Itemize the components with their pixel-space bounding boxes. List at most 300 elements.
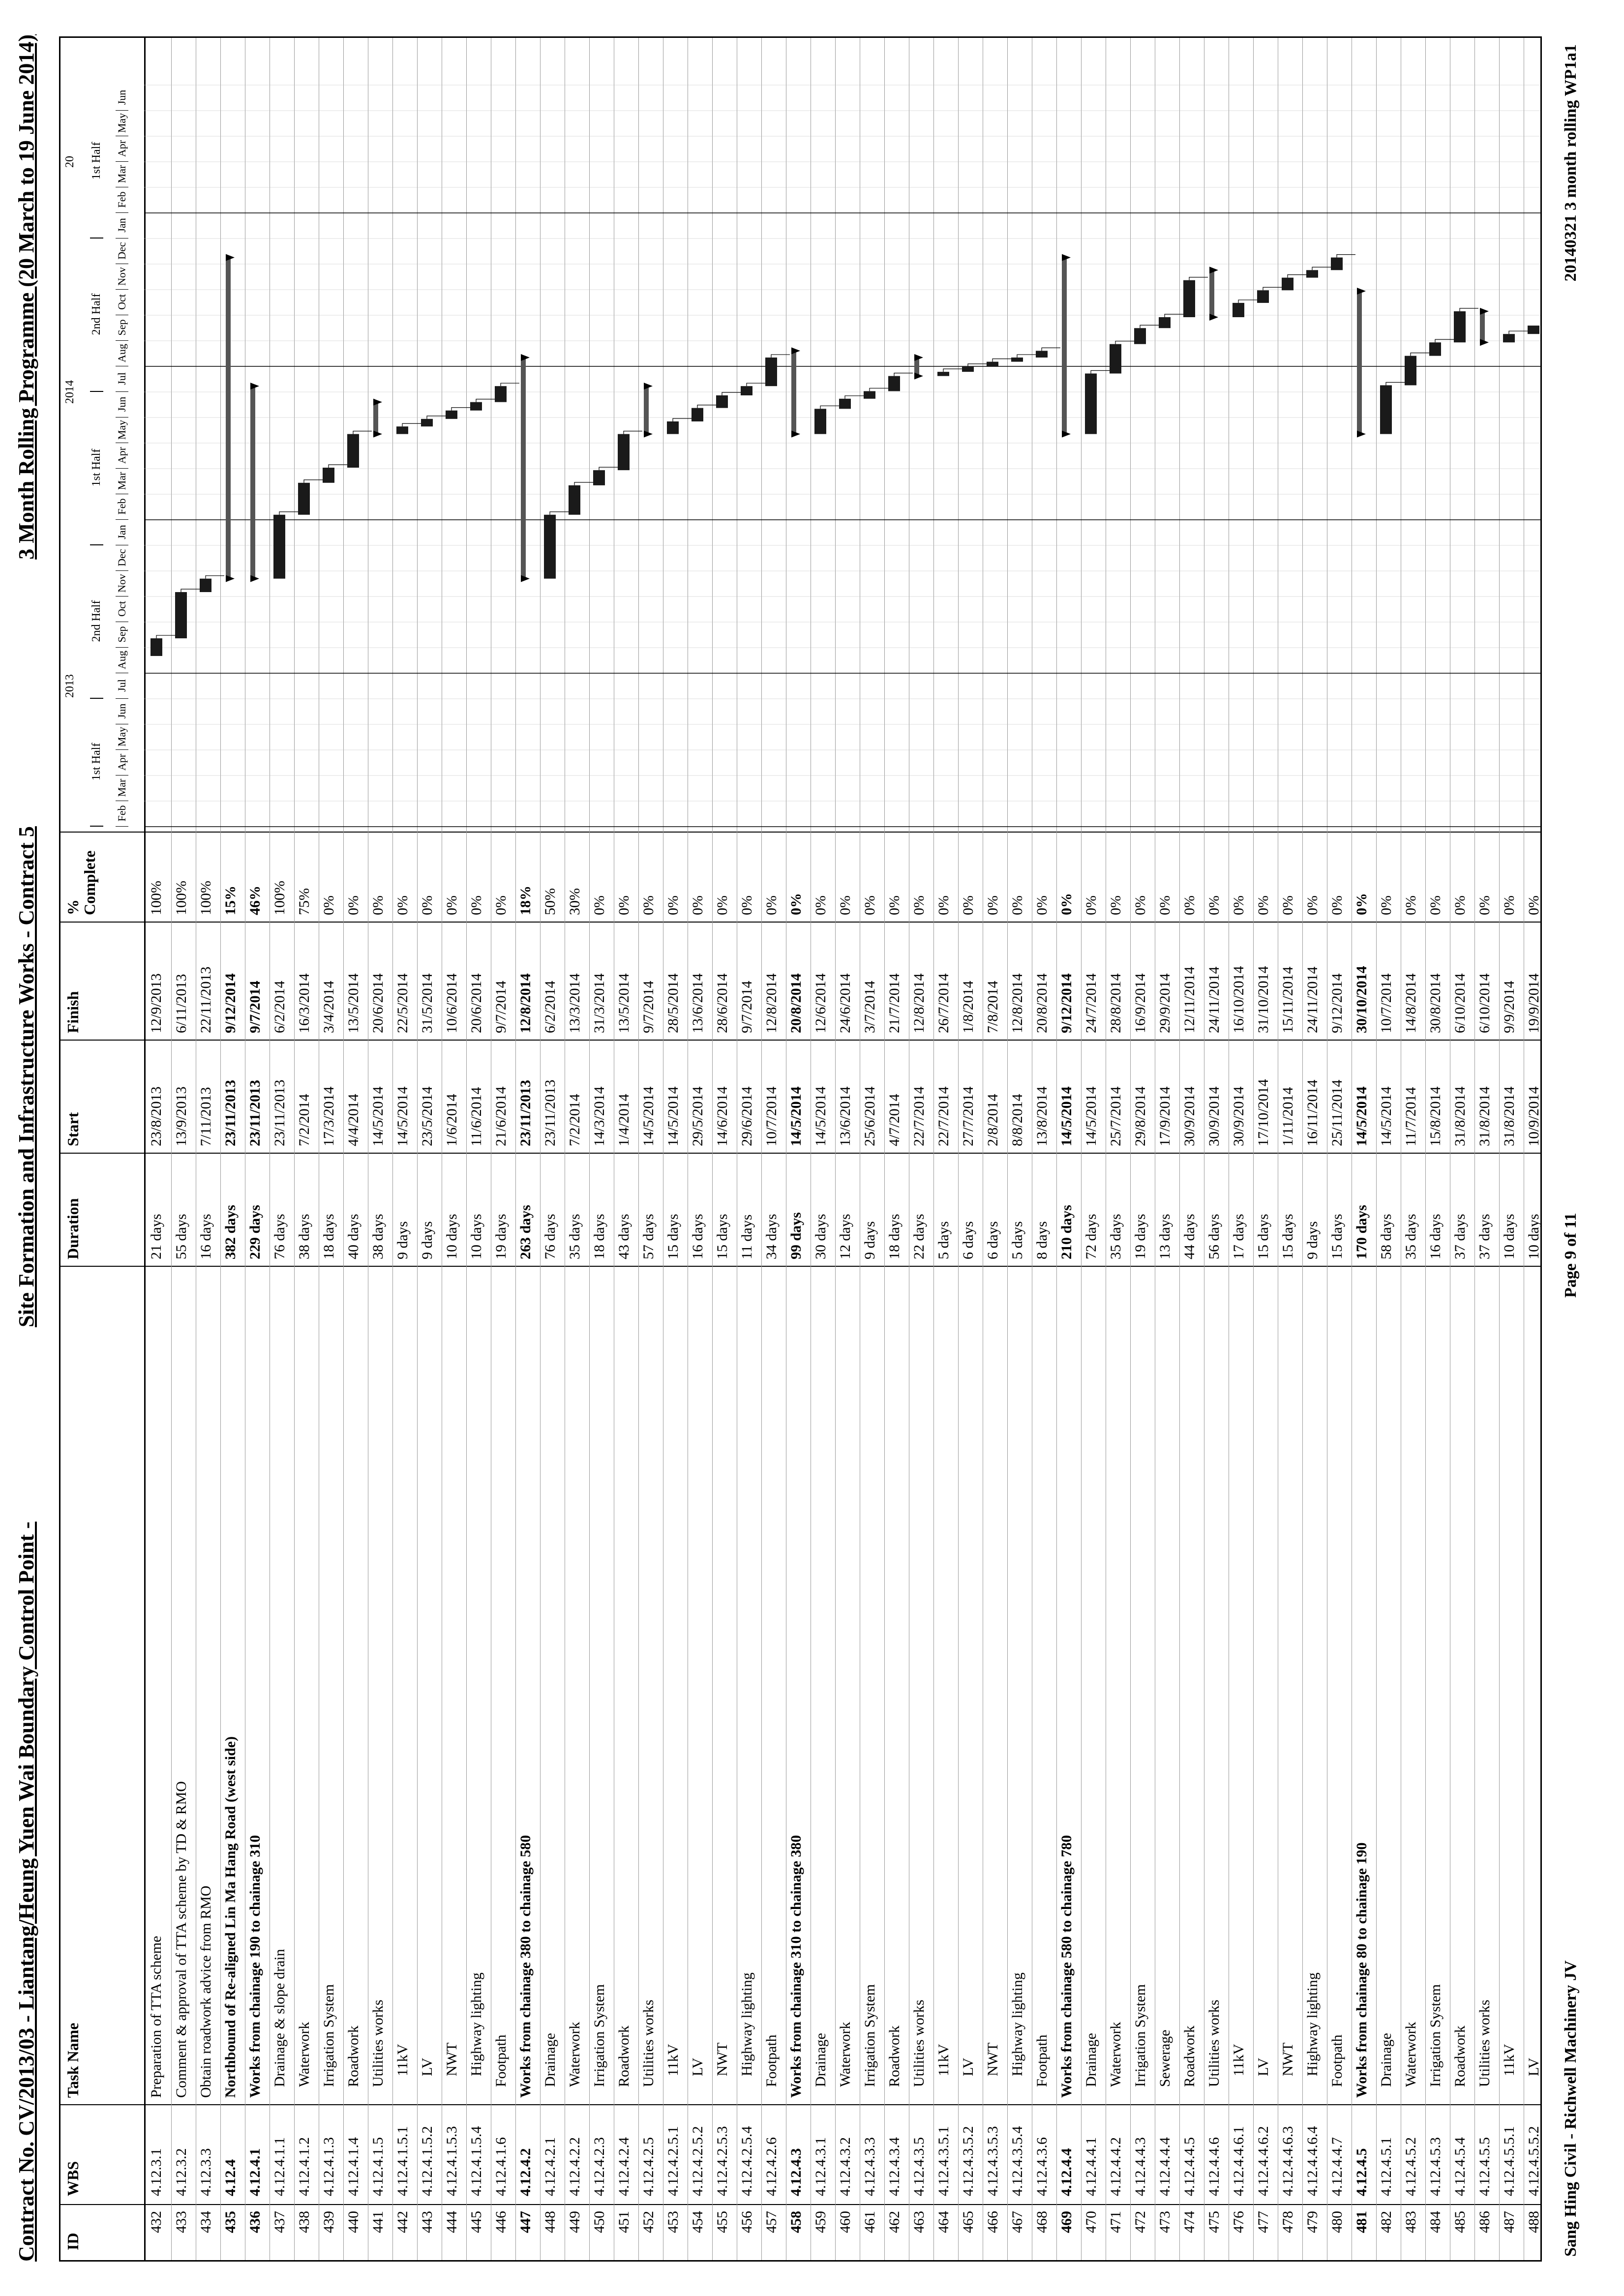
timescale-month: Jan [116, 212, 128, 239]
col-duration: Duration [64, 1198, 82, 1259]
gantt-link [1263, 287, 1282, 290]
row-id: 487 [1501, 2211, 1517, 2233]
row-complete: 0% [1181, 895, 1198, 915]
row-task: Northbound of Re-aligned Lin Ma Hang Road (west side) [222, 1736, 239, 2098]
row-duration: 55 days [173, 1214, 189, 1259]
row-id: 457 [763, 2211, 780, 2233]
gantt-task-bar [1110, 344, 1121, 374]
row-finish: 12/11/2014 [1181, 966, 1198, 1033]
row-wbs: 4.12.4.2.5.4 [739, 2126, 755, 2196]
col-start: Start [64, 1112, 82, 1146]
row-id: 451 [616, 2211, 632, 2233]
row-start: 21/6/2014 [493, 1086, 509, 1146]
row-complete: 46% [247, 886, 263, 915]
row-start: 7/2/2014 [567, 1094, 583, 1146]
timescale-month: Apr [116, 443, 128, 469]
row-id: 483 [1403, 2211, 1419, 2233]
gantt-link [820, 406, 839, 409]
row-start: 11/6/2014 [468, 1087, 484, 1146]
row-id: 454 [690, 2211, 706, 2233]
row-complete: 0% [1427, 895, 1444, 915]
row-id: 473 [1157, 2211, 1173, 2233]
row-finish: 24/6/2014 [837, 973, 853, 1033]
row-start: 29/8/2014 [1132, 1086, 1148, 1146]
programme-title: 3 Month Rolling Programme (20 March to 19 June 2014) [14, 34, 38, 560]
row-duration: 37 days [1476, 1214, 1493, 1259]
row-complete: 0% [812, 895, 829, 915]
row-start: 14/5/2014 [394, 1086, 411, 1146]
row-complete: 0% [739, 895, 755, 915]
row-duration: 263 days [517, 1205, 534, 1259]
row-complete: 75% [296, 888, 312, 915]
row-finish: 6/2/2014 [542, 981, 558, 1033]
gantt-task-bar [200, 579, 211, 592]
row-start: 25/7/2014 [1108, 1086, 1124, 1146]
row-duration: 5 days [1009, 1221, 1025, 1259]
row-duration: 9 days [1304, 1221, 1321, 1259]
row-id: 474 [1181, 2211, 1198, 2233]
row-task: Roadwork [616, 2026, 632, 2087]
row-complete: 0% [1132, 895, 1148, 915]
row-task: Roadwork [1452, 2026, 1468, 2087]
row-finish: 13/6/2014 [690, 973, 706, 1033]
row-complete: 0% [1083, 895, 1099, 915]
row-task: Highway lighting [1009, 1972, 1025, 2076]
row-task: Works from chainage 580 to chainage 780 [1058, 1835, 1075, 2098]
gantt-link [304, 480, 323, 483]
gantt-link [550, 512, 569, 515]
row-complete: 0% [862, 895, 878, 915]
row-id: 452 [640, 2211, 657, 2233]
col-wbs: WBS [64, 2161, 82, 2196]
row-finish: 6/10/2014 [1476, 973, 1493, 1033]
row-complete: 0% [1353, 893, 1370, 915]
row-task: Waterwork [567, 2022, 583, 2087]
row-complete: 0% [886, 895, 902, 915]
row-wbs: 4.12.4.4.6.2 [1255, 2126, 1271, 2196]
row-finish: 12/8/2014 [911, 973, 927, 1033]
row-wbs: 4.12.4.3.5.2 [960, 2126, 976, 2196]
gantt-summary-bar [791, 351, 796, 434]
row-wbs: 4.12.4.5 [1353, 2148, 1370, 2196]
gantt-link [1460, 308, 1478, 311]
gantt-summary-bar [644, 386, 649, 434]
timescale-month: May [116, 110, 128, 136]
row-task: Roadwork [345, 2026, 361, 2087]
row-start: 14/5/2014 [1058, 1086, 1075, 1146]
timescale-month: Aug [116, 647, 128, 673]
gantt-link [1140, 325, 1159, 328]
row-duration: 13 days [1157, 1214, 1173, 1259]
row-duration: 10 days [468, 1214, 484, 1259]
row-id: 441 [370, 2211, 386, 2233]
row-wbs: 4.12.4.1 [247, 2148, 263, 2196]
row-task: Works from chainage 380 to chainage 580 [517, 1835, 534, 2098]
row-start: 2/8/2014 [985, 1094, 1001, 1146]
row-duration: 16 days [690, 1214, 706, 1259]
row-complete: 0% [1058, 893, 1075, 915]
gantt-summary-bar [521, 358, 526, 579]
row-duration: 22 days [911, 1214, 927, 1259]
row-duration: 9 days [862, 1221, 878, 1259]
row-task: 11kV [935, 2044, 952, 2076]
row-wbs: 4.12.4.5.5.1 [1501, 2126, 1517, 2196]
row-wbs: 4.12.4.3.5.4 [1009, 2126, 1025, 2196]
col-complete-line1: % [64, 899, 82, 915]
col-finish: Finish [64, 991, 82, 1033]
gantt-link [747, 383, 765, 386]
row-finish: 24/11/2014 [1304, 966, 1321, 1033]
row-task: Drainage [1083, 2033, 1099, 2087]
row-task: Footpath [493, 2034, 509, 2087]
row-start: 17/10/2014 [1255, 1079, 1271, 1146]
row-wbs: 4.12.4 [222, 2159, 239, 2196]
row-id: 434 [198, 2211, 214, 2233]
row-finish: 20/6/2014 [370, 973, 386, 1033]
gantt-link [329, 465, 347, 468]
gantt-link [1312, 267, 1331, 270]
row-wbs: 4.12.4.3.3 [862, 2137, 878, 2196]
footer-company: Sang Hing Civil - Richwell Machinery JV [1562, 1960, 1580, 2257]
gantt-link [697, 405, 716, 408]
gantt-task-bar [814, 409, 826, 434]
row-id: 433 [173, 2211, 189, 2233]
row-id: 459 [812, 2211, 829, 2233]
row-complete: 0% [960, 895, 976, 915]
row-finish: 16/9/2014 [1132, 973, 1148, 1033]
row-wbs: 4.12.4.2.4 [616, 2137, 632, 2196]
row-duration: 11 days [739, 1214, 755, 1259]
gantt-link [870, 388, 888, 391]
row-complete: 0% [665, 895, 681, 915]
gantt-link [1509, 331, 1528, 334]
row-start: 4/4/2014 [345, 1094, 361, 1146]
row-start: 23/5/2014 [419, 1086, 435, 1146]
row-id: 442 [394, 2211, 411, 2233]
row-finish: 20/8/2014 [788, 973, 804, 1033]
gantt-task-bar [446, 411, 457, 419]
row-duration: 16 days [198, 1214, 214, 1259]
gantt-task-bar [544, 515, 556, 579]
row-start: 14/5/2014 [788, 1086, 804, 1146]
row-wbs: 4.12.4.4.6.4 [1304, 2126, 1321, 2196]
timescale-month: Feb [116, 494, 128, 520]
row-complete: 18% [517, 886, 534, 915]
timescale-month: Jun [116, 698, 128, 724]
row-wbs: 4.12.4.2 [517, 2148, 534, 2196]
row-complete: 100% [173, 881, 189, 915]
timescale-year: 2014 [63, 380, 76, 404]
timescale-month: Jun [116, 391, 128, 417]
gantt-task-bar [1454, 311, 1466, 342]
row-task: Irrigation System [321, 1984, 337, 2087]
row-duration: 56 days [1206, 1214, 1222, 1259]
row-complete: 0% [1034, 895, 1050, 915]
row-complete: 0% [640, 895, 657, 915]
row-finish: 12/8/2014 [517, 973, 534, 1033]
row-complete: 0% [690, 895, 706, 915]
row-finish: 12/8/2014 [763, 973, 780, 1033]
gantt-task-bar [421, 419, 433, 426]
row-duration: 37 days [1452, 1214, 1468, 1259]
row-complete: 0% [419, 895, 435, 915]
row-task: Utilities works [370, 1999, 386, 2087]
row-start: 13/9/2013 [173, 1086, 189, 1146]
row-complete: 0% [1329, 895, 1345, 915]
row-start: 29/6/2014 [739, 1086, 755, 1146]
row-id: 484 [1427, 2211, 1444, 2233]
gantt-task-bar [667, 421, 679, 434]
footer-page: Page 9 of 11 [1562, 1213, 1580, 1298]
row-duration: 18 days [591, 1214, 607, 1259]
timescale-month: May [116, 417, 128, 443]
row-start: 23/11/2013 [222, 1079, 239, 1146]
row-complete: 0% [714, 895, 730, 915]
row-wbs: 4.12.4.5.2 [1403, 2137, 1419, 2196]
row-finish: 22/5/2014 [394, 973, 411, 1033]
row-duration: 10 days [1501, 1214, 1517, 1259]
row-task: Drainage & slope drain [271, 1949, 288, 2087]
row-task: 11kV [1231, 2044, 1247, 2076]
gantt-link [894, 373, 913, 376]
row-duration: 18 days [321, 1214, 337, 1259]
row-task: Sewerage [1157, 2029, 1173, 2087]
gantt-link [722, 392, 741, 395]
row-start: 1/6/2014 [444, 1094, 460, 1146]
row-complete: 0% [1255, 895, 1271, 915]
row-finish: 9/12/2014 [1329, 973, 1345, 1033]
row-start: 14/5/2014 [1378, 1086, 1394, 1146]
row-wbs: 4.12.4.1.5 [370, 2137, 386, 2196]
row-task: Irrigation System [862, 1984, 878, 2087]
row-duration: 170 days [1353, 1205, 1370, 1259]
row-finish: 10/6/2014 [444, 973, 460, 1033]
gantt-link [1337, 255, 1355, 258]
row-wbs: 4.12.4.1.5.1 [394, 2126, 411, 2196]
gantt-link [1042, 348, 1060, 351]
row-task: Footpath [763, 2034, 780, 2087]
row-wbs: 4.12.4.4.3 [1132, 2137, 1148, 2196]
row-complete: 0% [837, 895, 853, 915]
row-start: 1/4/2014 [616, 1094, 632, 1146]
gantt-link [1189, 277, 1208, 280]
row-duration: 6 days [985, 1221, 1001, 1259]
row-duration: 10 days [1526, 1214, 1542, 1259]
timescale-half: 2nd Half [90, 238, 103, 392]
timescale-month: Feb [116, 801, 128, 827]
contract-title: Contract No. CV/2013/03 - Liantang/Heung Yuen Wai Boundary Control Point - [14, 1521, 38, 2262]
row-duration: 44 days [1181, 1214, 1198, 1259]
row-start: 22/7/2014 [935, 1086, 952, 1146]
gantt-task-bar [1233, 303, 1244, 317]
gantt-task-bar [175, 592, 187, 638]
gantt-link [501, 383, 519, 386]
gantt-task-bar [937, 372, 949, 376]
row-start: 25/6/2014 [862, 1086, 878, 1146]
row-id: 462 [886, 2211, 902, 2233]
row-id: 465 [960, 2211, 976, 2233]
gantt-task-bar [1331, 258, 1343, 270]
timescale-month: Nov [116, 264, 128, 290]
row-wbs: 4.12.4.1.5.2 [419, 2126, 435, 2196]
gantt-summary-bar [226, 258, 231, 579]
row-duration: 229 days [247, 1205, 263, 1259]
row-task: Footpath [1329, 2034, 1345, 2087]
row-start: 27/7/2014 [960, 1086, 976, 1146]
gantt-link [771, 355, 790, 358]
row-duration: 15 days [1329, 1214, 1345, 1259]
row-duration: 40 days [345, 1214, 361, 1259]
row-finish: 31/10/2014 [1255, 966, 1271, 1033]
gantt-task-bar [1405, 356, 1416, 386]
gantt-task-bar [962, 367, 974, 372]
row-start: 16/11/2014 [1304, 1079, 1321, 1146]
row-duration: 19 days [493, 1214, 509, 1259]
row-duration: 19 days [1132, 1214, 1148, 1259]
row-id: 471 [1108, 2211, 1124, 2233]
gantt-task-bar [1036, 351, 1048, 358]
row-finish: 24/7/2014 [1083, 973, 1099, 1033]
row-id: 466 [985, 2211, 1001, 2233]
row-start: 17/3/2014 [321, 1086, 337, 1146]
row-id: 467 [1009, 2211, 1025, 2233]
row-task: NWT [714, 2042, 730, 2076]
row-wbs: 4.12.4.4.5 [1181, 2137, 1198, 2196]
row-start: 30/9/2014 [1231, 1086, 1247, 1146]
row-duration: 76 days [542, 1214, 558, 1259]
row-duration: 34 days [763, 1214, 780, 1259]
gantt-task-bar [716, 395, 728, 408]
row-task: Irrigation System [1427, 1984, 1444, 2087]
timescale-half: 1st Half [90, 84, 103, 239]
gantt-link [992, 359, 1011, 362]
timescale-month: Jul [116, 673, 128, 699]
row-id: 476 [1231, 2211, 1247, 2233]
row-complete: 0% [370, 895, 386, 915]
row-finish: 9/7/2014 [247, 981, 263, 1033]
row-start: 11/7/2014 [1403, 1087, 1419, 1146]
row-complete: 0% [985, 895, 1001, 915]
row-duration: 35 days [567, 1214, 583, 1259]
row-task: LV [1526, 2057, 1542, 2076]
row-duration: 12 days [837, 1214, 853, 1259]
gantt-link [181, 589, 200, 592]
row-task: Highway lighting [1304, 1972, 1321, 2076]
col-task: Task Name [64, 2023, 82, 2098]
row-duration: 18 days [886, 1214, 902, 1259]
row-id: 438 [296, 2211, 312, 2233]
gantt-link [624, 431, 642, 434]
row-task: Waterwork [1403, 2022, 1419, 2087]
footer-doc-ref: 20140321 3 month rolling WP1a1 [1562, 44, 1580, 282]
row-id: 448 [542, 2211, 558, 2233]
row-wbs: 4.12.4.5.4 [1452, 2137, 1468, 2196]
row-start: 15/8/2014 [1427, 1086, 1444, 1146]
row-task: Irrigation System [1132, 1984, 1148, 2087]
row-id: 477 [1255, 2211, 1271, 2233]
row-wbs: 4.12.4.1.6 [493, 2137, 509, 2196]
timescale-month: Apr [116, 749, 128, 775]
timescale-half: 2nd Half [90, 544, 103, 699]
gantt-link [402, 423, 421, 426]
row-wbs: 4.12.4.1.3 [321, 2137, 337, 2196]
row-finish: 21/7/2014 [886, 973, 902, 1033]
row-id: 461 [862, 2211, 878, 2233]
row-task: Highway lighting [468, 1972, 484, 2076]
row-id: 432 [148, 2211, 164, 2233]
row-start: 14/5/2014 [812, 1086, 829, 1146]
row-wbs: 4.12.4.3.5 [911, 2137, 927, 2196]
row-id: 447 [517, 2211, 534, 2233]
row-wbs: 4.12.4.2.6 [763, 2137, 780, 2196]
row-wbs: 4.12.4.5.5.2 [1526, 2126, 1542, 2196]
row-start: 30/9/2014 [1206, 1086, 1222, 1146]
gantt-link [451, 408, 470, 411]
row-duration: 21 days [148, 1214, 164, 1259]
row-wbs: 4.12.3.2 [173, 2148, 189, 2196]
gantt-task-bar [1011, 358, 1023, 362]
row-complete: 0% [788, 893, 804, 915]
row-finish: 16/10/2014 [1231, 966, 1247, 1033]
row-wbs: 4.12.4.1.5.4 [468, 2126, 484, 2196]
row-id: 475 [1206, 2211, 1222, 2233]
gantt-task-bar [618, 434, 630, 471]
row-task: Drainage [542, 2033, 558, 2087]
row-start: 23/11/2013 [247, 1079, 263, 1146]
row-start: 23/8/2013 [148, 1086, 164, 1146]
timescale-month: Aug [116, 340, 128, 366]
timescale-month: Sep [116, 622, 128, 648]
row-finish: 13/3/2014 [567, 973, 583, 1033]
row-wbs: 4.12.4.1.2 [296, 2137, 312, 2196]
row-start: 23/11/2013 [517, 1079, 534, 1146]
row-id: 456 [739, 2211, 755, 2233]
row-wbs: 4.12.4.4.4 [1157, 2137, 1173, 2196]
row-task: Works from chainage 310 to chainage 380 [788, 1835, 804, 2098]
row-finish: 19/9/2014 [1526, 973, 1542, 1033]
row-wbs: 4.12.4.5.1 [1378, 2137, 1394, 2196]
row-wbs: 4.12.4.2.5.1 [665, 2126, 681, 2196]
gantt-task-bar [1134, 328, 1146, 344]
row-finish: 28/8/2014 [1108, 973, 1124, 1033]
row-duration: 17 days [1231, 1214, 1247, 1259]
row-task: Irrigation System [591, 1984, 607, 2087]
row-task: LV [1255, 2057, 1271, 2076]
row-start: 4/7/2014 [886, 1094, 902, 1146]
col-complete-line2: Complete [81, 850, 98, 915]
gantt-summary-bar [1357, 291, 1362, 434]
row-finish: 9/12/2014 [222, 973, 239, 1033]
row-finish: 28/5/2014 [665, 973, 681, 1033]
row-task: Waterwork [296, 2022, 312, 2087]
timescale-month: Oct [116, 289, 128, 315]
row-task: Works from chainage 80 to chainage 190 [1353, 1842, 1370, 2098]
row-finish: 20/8/2014 [1034, 973, 1050, 1033]
timescale-month: Dec [116, 545, 128, 571]
row-start: 14/5/2014 [370, 1086, 386, 1146]
row-wbs: 4.12.4.3.5.1 [935, 2126, 952, 2196]
row-finish: 30/10/2014 [1353, 966, 1370, 1033]
row-duration: 15 days [665, 1214, 681, 1259]
timescale-month: Nov [116, 570, 128, 596]
row-wbs: 4.12.4.2.3 [591, 2137, 607, 2196]
row-complete: 30% [567, 888, 583, 915]
row-complete: 0% [1526, 895, 1542, 915]
row-id: 439 [321, 2211, 337, 2233]
row-id: 472 [1132, 2211, 1148, 2233]
row-id: 486 [1476, 2211, 1493, 2233]
gantt-link [1411, 353, 1429, 356]
